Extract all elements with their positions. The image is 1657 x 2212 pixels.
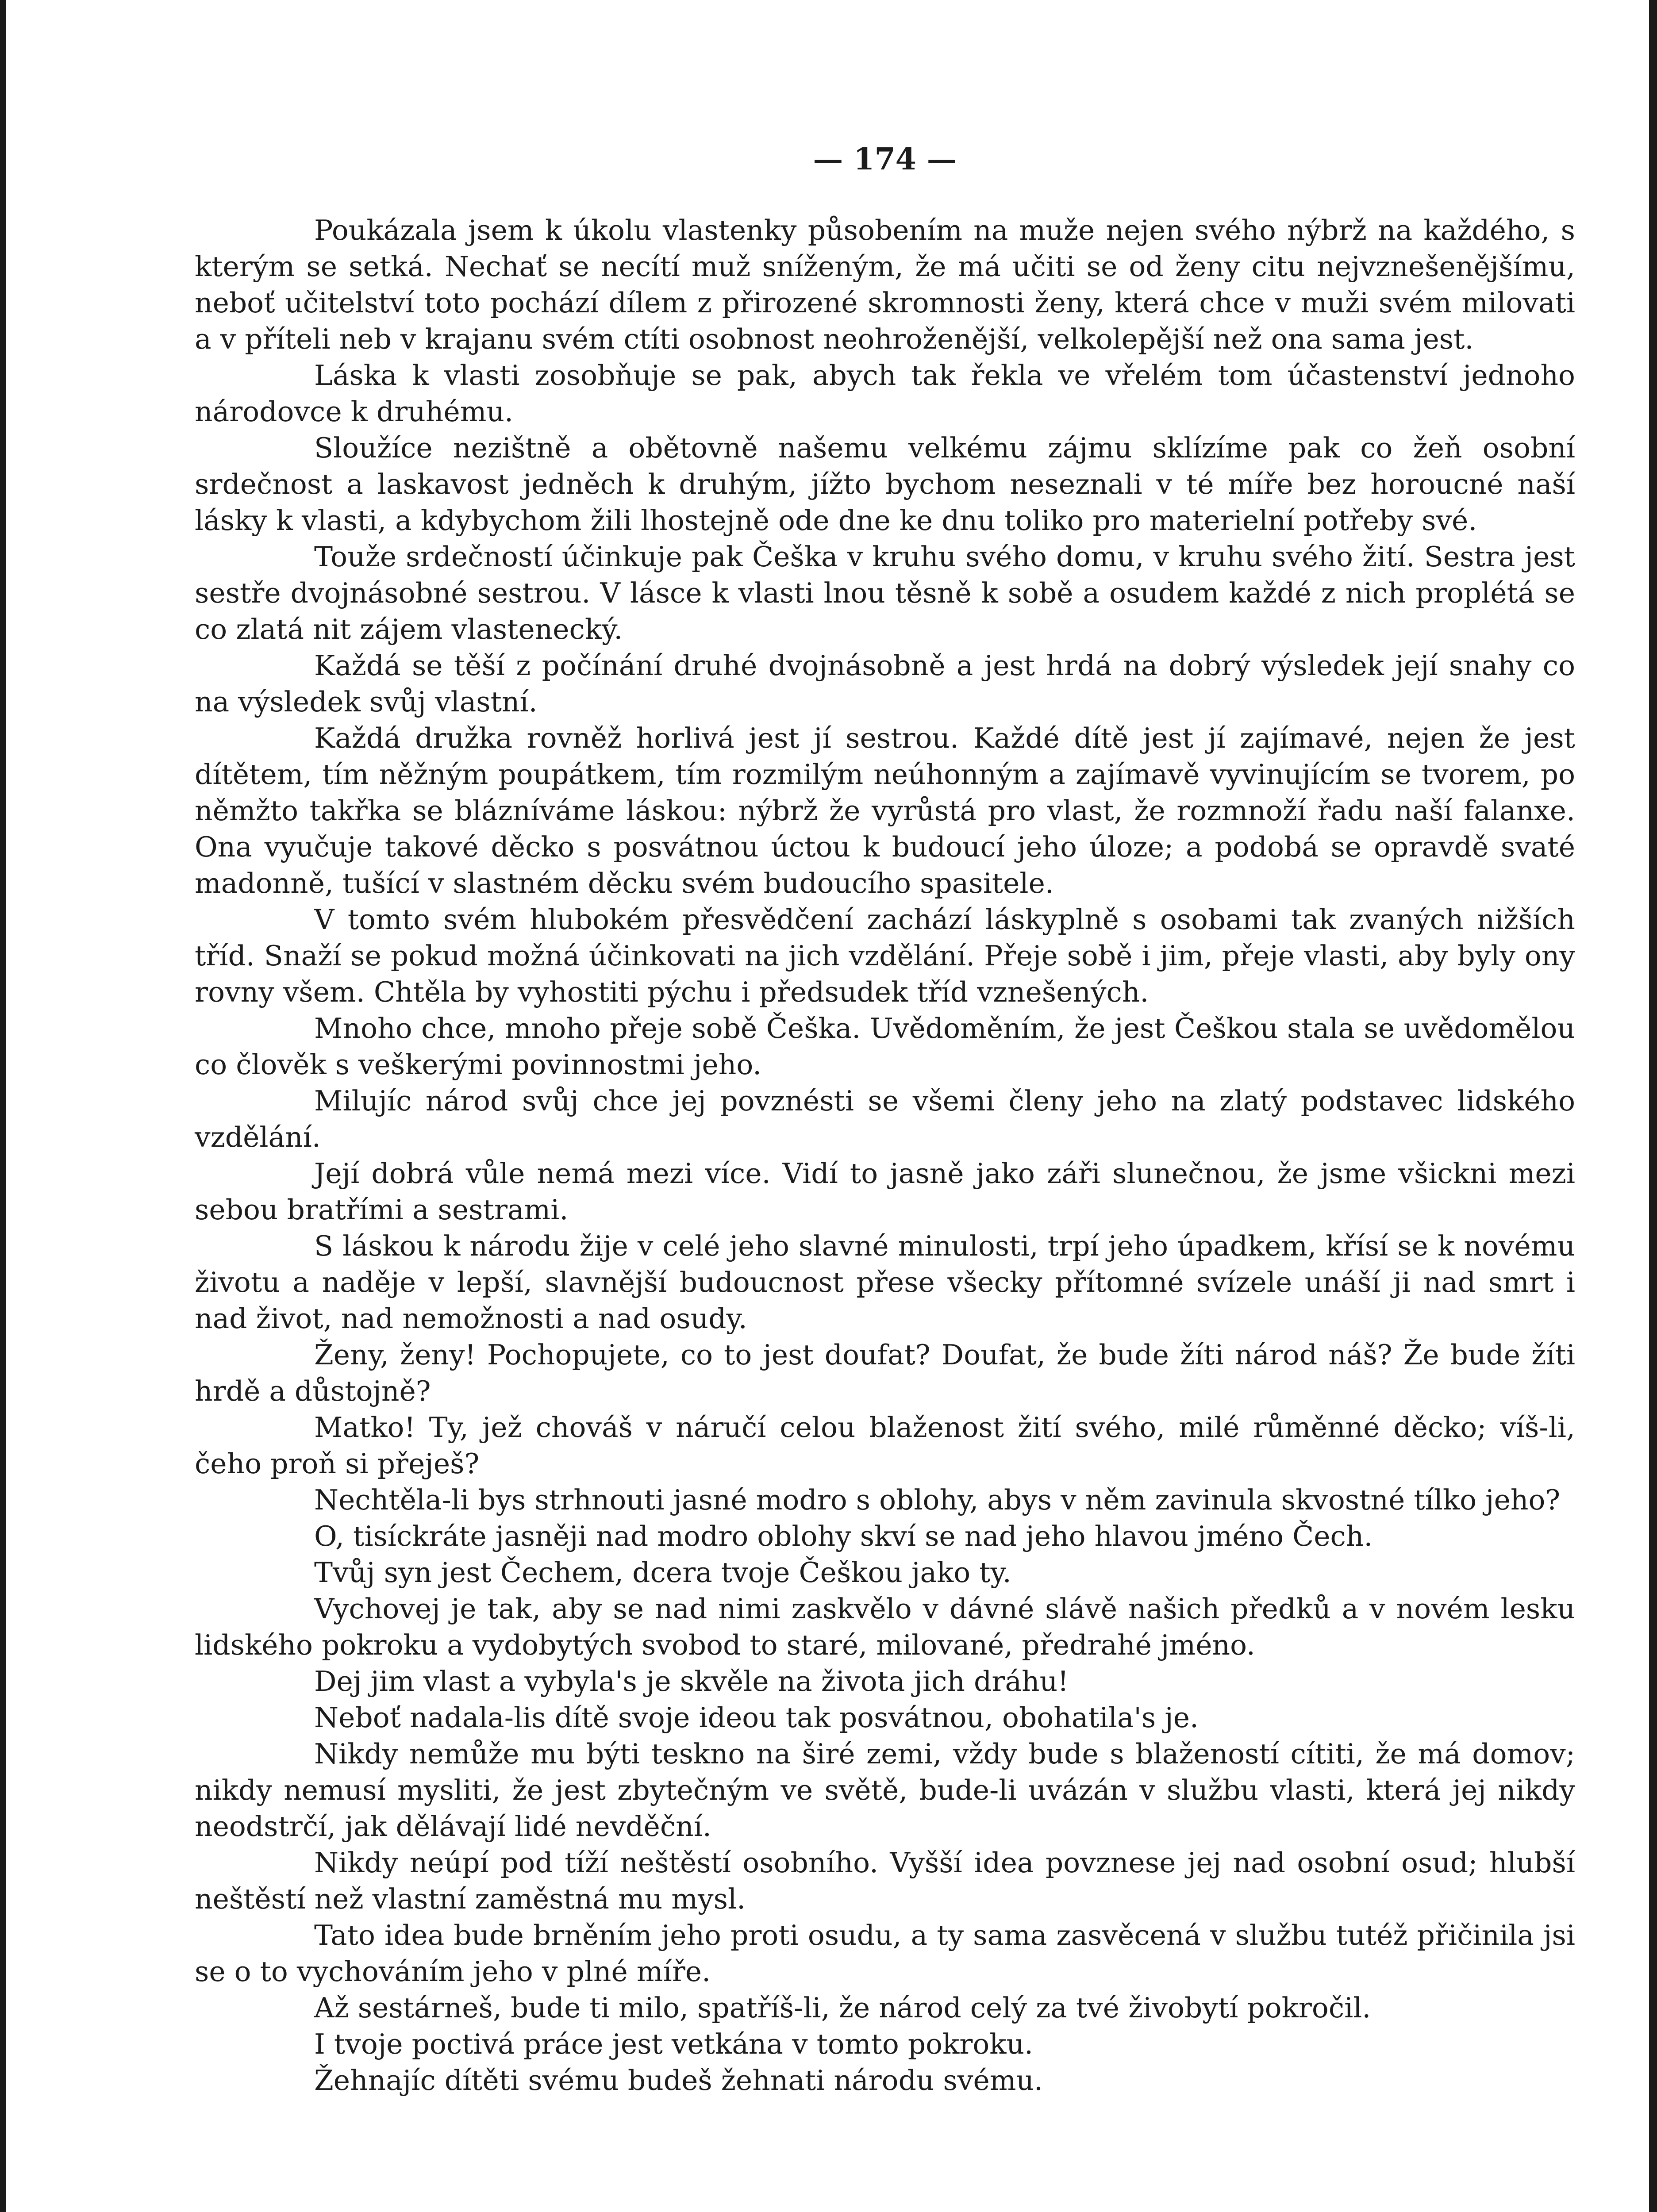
paragraph-2: Láska k vlasti zosobňuje se pak, abych tak řekla ve vřelém tom účastenství jednoho národovce k druhému. <box>195 359 1575 428</box>
paragraph-24: I tvoje poctivá práce jest vetkána v tomto pokroku. <box>314 2028 1034 2060</box>
paragraph-10: Její dobrá vůle nemá mezi více. Vidí to jasně jako záři slunečnou, že jsme všickni mezi sebou bratřími a sestrami. <box>195 1157 1575 1226</box>
paragraph-25: Žehnajíc dítěti svému budeš žehnati národu svému. <box>314 2064 1043 2097</box>
scan-edge-left <box>0 0 6 2212</box>
document-page <box>195 133 1575 2099</box>
paragraph-7: V tomto svém hlubokém přesvědčení zachází láskyplně s osobami tak zvaných nižších tříd. Snaží se pokud možná účinkovati na jich vzdělání. Přeje sobě i jim, přeje vlasti, aby byly ony rovny všem. Chtěla by vyhostiti pýchu i předsudek tříd vznešených. <box>195 903 1575 1008</box>
paragraph-16: Tvůj syn jest Čechem, dcera tvoje Češkou jako ty. <box>314 1556 1011 1589</box>
paragraph-5: Každá se těší z počínání druhé dvojnásobně a jest hrdá na dobrý výsledek její snahy co na výsledek svůj vlastní. <box>195 649 1575 718</box>
paragraph-4: Touže srdečností účinkuje pak Češka v kruhu svého domu, v kruhu svého žití. Sestra jest sestře dvojnásobné sestrou. V lásce k vlasti lnou těsně k sobě a osudem každé z nich proplétá se co zlatá nit zájem vlastenecký. <box>195 541 1575 645</box>
paragraph-3: Sloužíce nezištně a obětovně našemu velkému zájmu sklízíme pak co žeň osobní srdečnost a laskavost jedněch k druhým, jížto bychom neseznali v té míře bez horoucné naší lásky k vlasti, a kdybychom žili lhostejně ode dne ke dnu toliko pro materielní potřeby své. <box>195 432 1575 537</box>
paragraph-8: Mnoho chce, mnoho přeje sobě Češka. Uvědoměním, že jest Češkou stala se uvědomělou co člověk s veškerými povinnostmi jeho. <box>195 1012 1575 1081</box>
paragraph-21: Nikdy neúpí pod tíží neštěstí osobního. Vyšší idea povznese jej nad osobní osud; hlubší neštěstí než vlastní zaměstná mu mysl. <box>195 1847 1575 1915</box>
paragraph-19: Neboť nadala-lis dítě svoje ideou tak posvátnou, obohatila's je. <box>314 1701 1199 1734</box>
paragraph-17: Vychovej je tak, aby se nad nimi zaskvělo v dávné slávě našich předků a v novém lesku lidského pokroku a vydobytých svobod to staré, milované, předrahé jméno. <box>195 1593 1575 1661</box>
page-number: — 174 — <box>813 142 957 177</box>
paragraph-1: Poukázala jsem k úkolu vlastenky působením na muže nejen svého nýbrž na každého, s kterým se setká. Nechať se necítí muž sníženým, že má učiti se od ženy citu nejvznešenějšímu, neboť učitelství toto pochází dílem z přirozené skromnosti ženy, která chce v muži svém milovati a v příteli neb v krajanu svém ctíti osobnost neohroženější, velkolepější než ona sama jest. <box>195 214 1575 355</box>
paragraph-22: Tato idea bude brněním jeho proti osudu, a ty sama zasvěcená v službu tutéž přičinila jsi se o to vychováním jeho v plné míře. <box>195 1919 1575 1988</box>
paragraph-9: Milujíc národ svůj chce jej povznésti se všemi členy jeho na zlatý podstavec lidského vzdělání. <box>195 1085 1575 1153</box>
scan-edge-right <box>1649 0 1657 2212</box>
paragraph-14: Nechtěla-li bys strhnouti jasné modro s oblohy, abys v něm zavinula skvostné tílko jeho? <box>314 1484 1561 1516</box>
paragraph-11: S láskou k národu žije v celé jeho slavné minulosti, trpí jeho úpadkem, křísí se k novému životu a naděje v lepší, slavnější budoucnost přese všecky přítomné svízele unáší ji nad smrt i nad život, nad nemožnosti a nad osudy. <box>195 1230 1575 1335</box>
paragraph-12: Ženy, ženy! Pochopujete, co to jest doufat? Doufat, že bude žíti národ náš? Že bude žíti hrdě a důstojně? <box>195 1339 1575 1407</box>
paragraph-23: Až sestárneš, bude ti milo, spatříš-li, že národ celý za tvé živobytí pokročil. <box>314 1992 1371 2024</box>
paragraph-13: Matko! Ty, jež chováš v náručí celou blaženost žití svého, milé růměnné děcko; víš-li, čeho proň si přeješ? <box>195 1411 1575 1480</box>
paragraph-6: Každá družka rovněž horlivá jest jí sestrou. Každé dítě jest jí zajímavé, nejen že jest dítětem, tím něžným poupátkem, tím rozmilým neúhonným a zajímavě vyvinujícím se tvorem, po němžto takřka se blázníváme láskou: nýbrž že vyrůstá pro vlast, že rozmnoží řadu naší falanxe. Ona vyučuje takové děcko s posvátnou úctou k budoucí jeho úloze; a podobá se opravdě svaté madonně, tušící v slastném děcku svém budoucího spasitele. <box>195 722 1575 899</box>
paragraph-15: O, tisíckráte jasněji nad modro oblohy skví se nad jeho hlavou jméno Čech. <box>314 1520 1373 1552</box>
paragraph-18: Dej jim vlast a vybyla's je skvěle na života jich dráhu! <box>314 1665 1069 1697</box>
paragraph-20: Nikdy nemůže mu býti teskno na širé zemi, vždy bude s blažeností cítiti, že má domov; nikdy nemusí mysliti, že jest zbytečným ve světě, bude-li uvázán v službu vlasti, která jej nikdy neodstrčí, jak dělávají lidé nevděční. <box>195 1738 1575 1843</box>
